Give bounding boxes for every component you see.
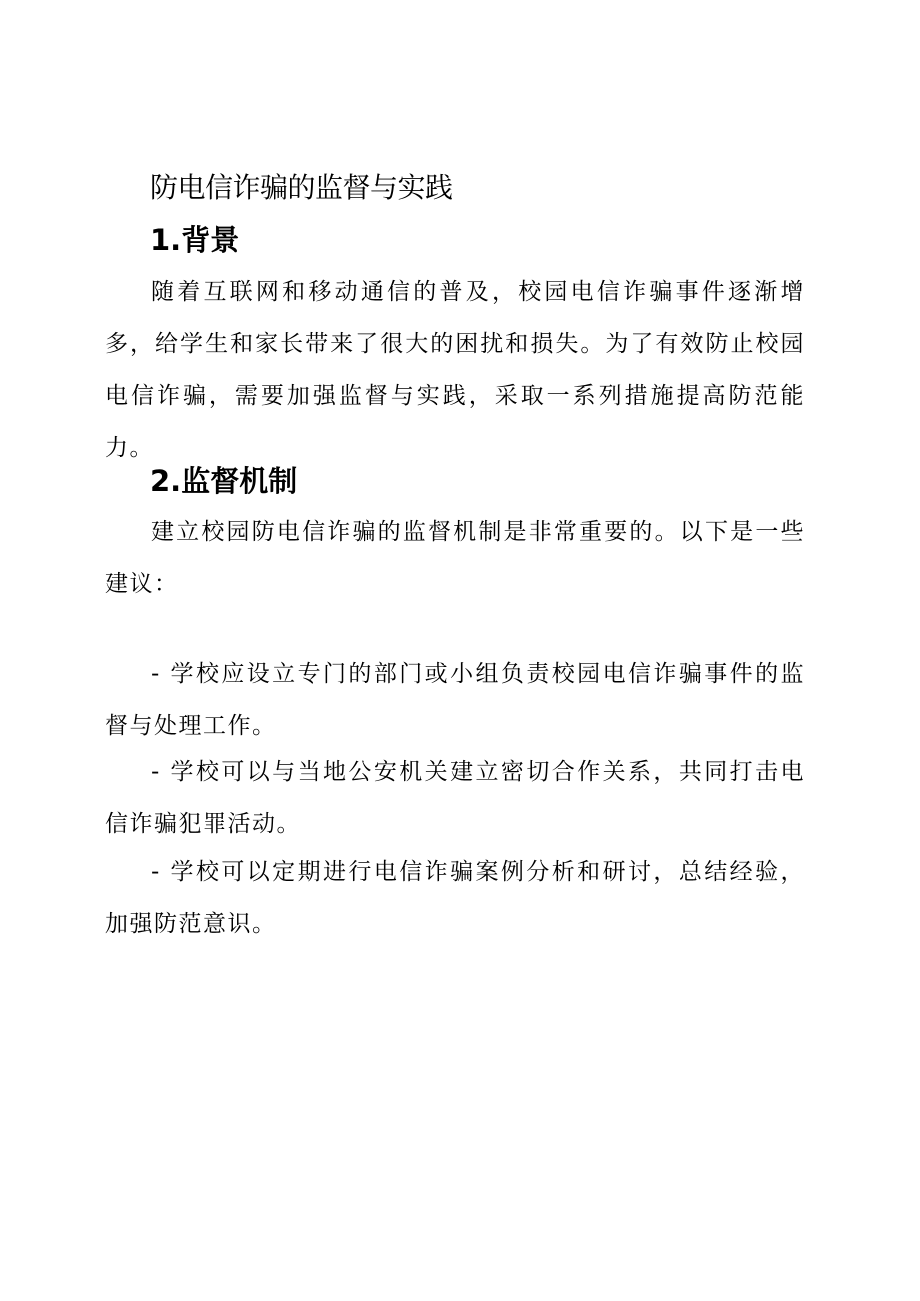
background-paragraph: 随着互联网和移动通信的普及，校园电信诈骗事件逐渐增多，给学生和家长带来了很大的困扰和损失。为了有效防止校园电信诈骗，需要加强监督与实践，采取一系列措施提高防范能力。 [105, 279, 805, 461]
section-heading-supervision: 2.监督机制 [150, 464, 298, 498]
suggestion-list-item: - 学校可以与当地公安机关建立密切合作关系，共同打击电信诈骗犯罪活动。 [105, 759, 805, 837]
section-heading-background: 1.背景 [150, 223, 240, 257]
supervision-intro-paragraph: 建立校园防电信诈骗的监督机制是非常重要的。以下是一些建议： [105, 519, 805, 597]
suggestion-list-item: - 学校应设立专门的部门或小组负责校园电信诈骗事件的监督与处理工作。 [105, 661, 805, 739]
suggestion-list-item: - 学校可以定期进行电信诈骗案例分析和研讨，总结经验，加强防范意识。 [105, 859, 805, 937]
document-title: 防电信诈骗的监督与实践 [150, 171, 453, 204]
